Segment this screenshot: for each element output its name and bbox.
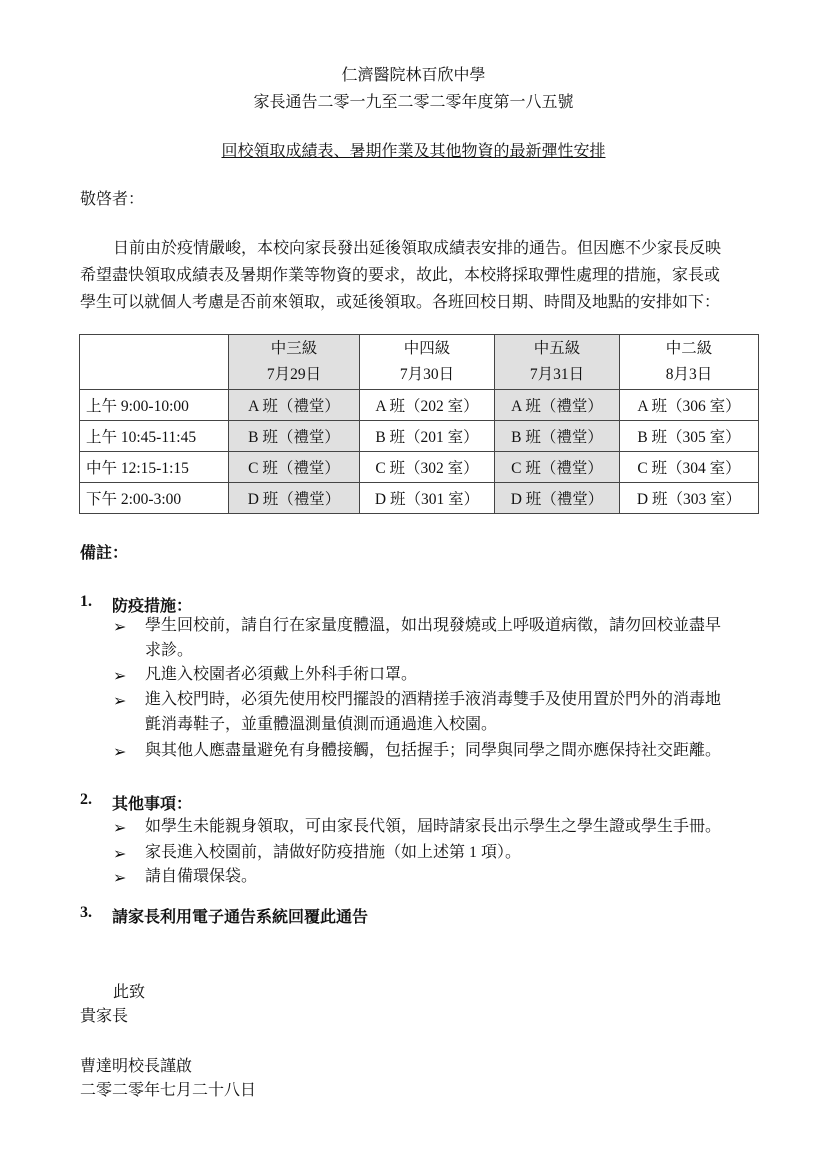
section-number: 3. bbox=[80, 904, 92, 921]
list-item: 如學生未能親身領取，可由家長代領，屆時請家長出示學生之學生證或學生手冊。 bbox=[145, 818, 722, 835]
notice-title: 回校領取成績表、暑期作業及其他物資的最新彈性安排 bbox=[221, 143, 606, 160]
section-title: 請家長利用電子通告系統回覆此通告 bbox=[112, 909, 369, 926]
school-name: 仁濟醫院林百欣中學 bbox=[341, 67, 486, 84]
table-row: 上午 10:45-11:45 B 班（禮堂） B 班（201 室） B 班（禮堂） B 班（305 室） bbox=[80, 421, 759, 452]
col-header: 中四級 7月30日 bbox=[360, 335, 495, 390]
col-header: 中二級 8月3日 bbox=[620, 335, 759, 390]
notes-label: 備註： bbox=[80, 545, 129, 562]
signer: 曹達明校長謹啟 bbox=[80, 1058, 193, 1075]
table-header-row bbox=[80, 335, 759, 390]
table-row: 下午 2:00-3:00 D 班（禮堂） D 班（301 室） D 班（禮堂） D 班（303 室） bbox=[80, 483, 759, 514]
bullet-icon: ➢ bbox=[113, 744, 127, 761]
list-item: 凡進入校園者必須戴上外科手術口罩。 bbox=[145, 666, 418, 683]
section-number: 1. bbox=[80, 593, 92, 610]
salutation: 敬啓者： bbox=[80, 191, 145, 208]
schedule-table bbox=[79, 334, 759, 514]
list-item: 進入校門時，必須先使用校門擺設的酒精搓手液消毒雙手及使用置於門外的消毒地 氈消毒鞋子，並重體溫測量偵測而通過進入校園。 bbox=[145, 691, 722, 733]
section-title: 防疫措施： bbox=[112, 598, 193, 615]
list-item: 與其他人應盡量避免有身體接觸，包括握手；同學與同學之間亦應保持社交距離。 bbox=[145, 742, 722, 759]
bullet-icon: ➢ bbox=[113, 820, 127, 837]
table-row: 上午 9:00-10:00 A 班（禮堂） A 班（202 室） A 班（禮堂） A 班（306 室） bbox=[80, 390, 759, 421]
recipient: 貴家長 bbox=[80, 1008, 129, 1025]
bullet-icon: ➢ bbox=[113, 693, 127, 710]
bullet-icon: ➢ bbox=[113, 668, 127, 685]
section-number: 2. bbox=[80, 791, 92, 808]
list-item: 家長進入校園前，請做好防疫措施（如上述第 1 項）。 bbox=[145, 844, 522, 861]
bullet-icon: ➢ bbox=[113, 846, 127, 863]
col-header: 中三級 7月29日 bbox=[229, 335, 360, 390]
notice-date: 二零二零年七月二十八日 bbox=[80, 1082, 257, 1099]
list-item: 學生回校前，請自行在家量度體溫，如出現發燒或上呼吸道病徵，請勿回校並盡早 求診。 bbox=[145, 617, 722, 659]
section-title: 其他事項： bbox=[112, 796, 193, 813]
notice-number: 家長通告二零一九至二零二零年度第一八五號 bbox=[253, 94, 574, 111]
col-header: 中五級 7月31日 bbox=[495, 335, 620, 390]
intro-line-3: 學生可以就個人考慮是否前來領取，或延後領取。各班回校日期、時間及地點的安排如下： bbox=[80, 294, 721, 311]
closing-line: 此致 bbox=[113, 984, 146, 1001]
table-row: 中午 12:15-1:15 C 班（禮堂） C 班（302 室） C 班（禮堂） C 班（304 室） bbox=[80, 452, 759, 483]
intro-line-2: 希望盡快領取成績表及暑期作業等物資的要求，故此，本校將採取彈性處理的措施，家長或 bbox=[80, 267, 721, 284]
bullet-icon: ➢ bbox=[113, 870, 127, 887]
list-item: 請自備環保袋。 bbox=[145, 868, 258, 885]
bullet-icon: ➢ bbox=[113, 619, 127, 636]
intro-line-1: 日前由於疫情嚴峻，本校向家長發出延後領取成績表安排的通告。但因應不少家長反映 bbox=[113, 240, 722, 257]
